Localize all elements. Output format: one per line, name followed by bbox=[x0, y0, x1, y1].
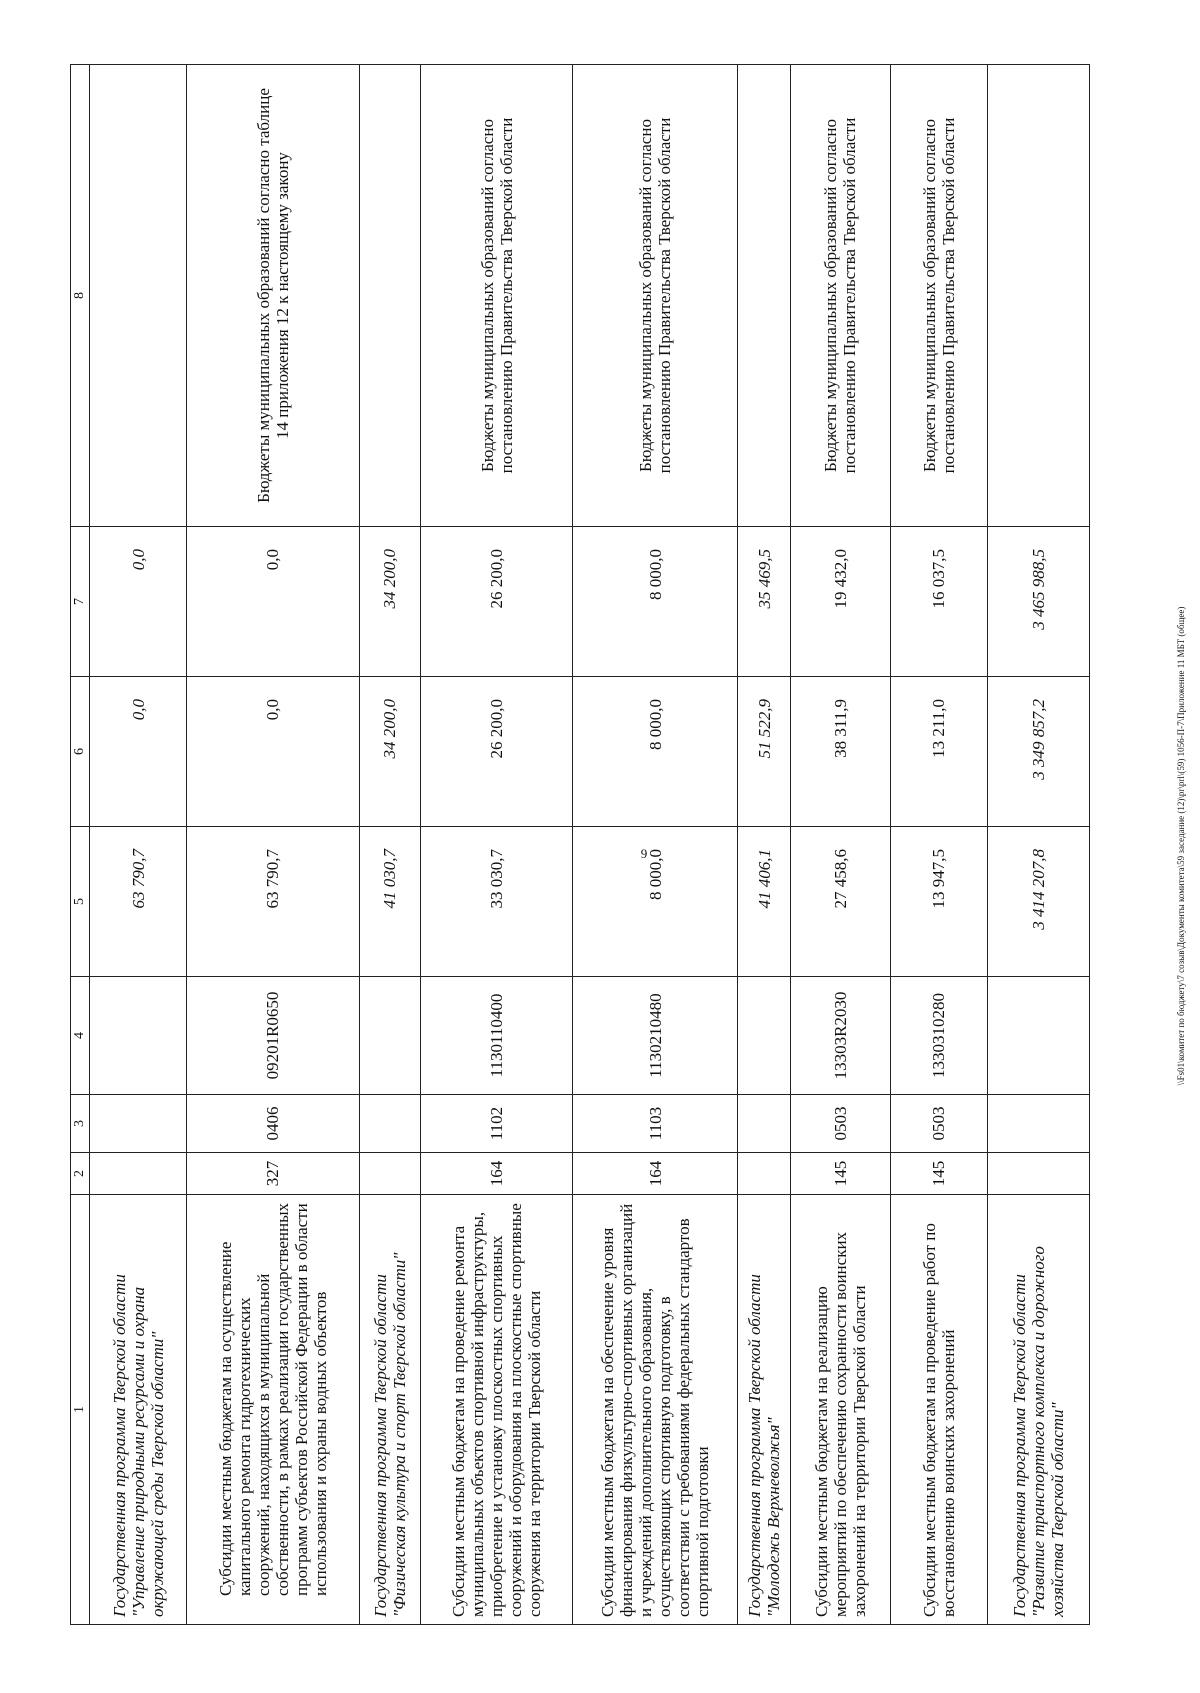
cell-amount: 26 200,0 bbox=[420, 677, 573, 827]
cell-code-ved: 164 bbox=[573, 1153, 738, 1195]
column-header: 6 bbox=[71, 677, 90, 827]
cell-code-target bbox=[90, 977, 187, 1095]
cell-amount: 27 458,6 bbox=[790, 827, 890, 977]
cell-amount: 34 200,0 bbox=[359, 527, 420, 677]
table-row bbox=[573, 65, 738, 1625]
cell-amount: 8 000,0 bbox=[573, 827, 738, 977]
cell-code-section bbox=[359, 1095, 420, 1153]
cell-code-target: 09201R0650 bbox=[186, 977, 359, 1095]
column-header: 1 bbox=[71, 1195, 90, 1625]
cell-amount: 8 000,0 bbox=[573, 527, 738, 677]
row-description: Государственная программа Тверской области "Управление природными ресурсами и охрана окружающей среды Тверской области" bbox=[90, 1195, 187, 1625]
cell-code-section: 0406 bbox=[186, 1095, 359, 1153]
column-header: 3 bbox=[71, 1095, 90, 1153]
cell-amount: 3 349 857,2 bbox=[988, 677, 1090, 827]
rotated-table-wrapper bbox=[70, 65, 1090, 1625]
cell-code-section bbox=[988, 1095, 1090, 1153]
cell-amount: 16 037,5 bbox=[890, 527, 988, 677]
column-header: 7 bbox=[71, 527, 90, 677]
cell-code-ved bbox=[988, 1153, 1090, 1195]
cell-amount: 13 947,5 bbox=[890, 827, 988, 977]
cell-amount: 51 522,9 bbox=[738, 677, 791, 827]
cell-amount: 63 790,7 bbox=[90, 827, 187, 977]
cell-recipient bbox=[738, 65, 791, 527]
table-row bbox=[890, 65, 988, 1625]
cell-recipient: Бюджеты муниципальных образований согласно постановлению Правительства Тверской области bbox=[790, 65, 890, 527]
cell-amount: 63 790,7 bbox=[186, 827, 359, 977]
row-description: Субсидии местным бюджетам на проведение работ по восстановлению воинских захоронений bbox=[890, 1195, 988, 1625]
cell-code-section bbox=[90, 1095, 187, 1153]
column-header: 2 bbox=[71, 1153, 90, 1195]
cell-amount: 19 432,0 bbox=[790, 527, 890, 677]
column-header: 4 bbox=[71, 977, 90, 1095]
row-description: Субсидии местным бюджетам на проведение ремонта муниципальных объектов спортивной инфраструктуры, приобретение и установку плоскостных спортивных сооружений и оборудования на плоскостные спортивные сооружения на территории Тверской области bbox=[420, 1195, 573, 1625]
cell-amount: 41 030,7 bbox=[359, 827, 420, 977]
cell-recipient: Бюджеты муниципальных образований согласно постановлению Правительства Тверской области bbox=[890, 65, 988, 527]
cell-code-ved bbox=[738, 1153, 791, 1195]
row-description: Субсидии местным бюджетам на осуществление капитального ремонта гидротехнических сооружений, находящихся в муниципальной собственности, в рамках реализации государственных программ субъектов Российской Федерации в области использования и охраны водных объектов bbox=[186, 1195, 359, 1625]
cell-code-target: 1130210480 bbox=[573, 977, 738, 1095]
cell-amount: 35 469,5 bbox=[738, 527, 791, 677]
row-description: Государственная программа Тверской области "Развитие транспортного комплекса и дорожного хозяйства Тверской области" bbox=[988, 1195, 1090, 1625]
cell-recipient bbox=[90, 65, 187, 527]
table-row bbox=[988, 65, 1090, 1625]
cell-amount: 0,0 bbox=[186, 527, 359, 677]
cell-code-ved: 164 bbox=[420, 1153, 573, 1195]
header-row bbox=[71, 65, 90, 1625]
cell-code-ved: 145 bbox=[790, 1153, 890, 1195]
cell-code-ved: 327 bbox=[186, 1153, 359, 1195]
cell-code-section: 0503 bbox=[890, 1095, 988, 1153]
cell-code-ved bbox=[359, 1153, 420, 1195]
cell-amount: 34 200,0 bbox=[359, 677, 420, 827]
table-row bbox=[186, 65, 359, 1625]
cell-amount: 26 200,0 bbox=[420, 527, 573, 677]
cell-code-ved bbox=[90, 1153, 187, 1195]
column-header: 8 bbox=[71, 65, 90, 527]
cell-code-target: 1130110400 bbox=[420, 977, 573, 1095]
cell-amount: 3 465 988,5 bbox=[988, 527, 1090, 677]
table-row bbox=[738, 65, 791, 1625]
cell-code-section: 1103 bbox=[573, 1095, 738, 1153]
cell-amount: 0,0 bbox=[186, 677, 359, 827]
cell-amount: 0,0 bbox=[90, 527, 187, 677]
column-header: 5 bbox=[71, 827, 90, 977]
cell-code-target: 1330310280 bbox=[890, 977, 988, 1095]
cell-code-target bbox=[738, 977, 791, 1095]
cell-code-ved: 145 bbox=[890, 1153, 988, 1195]
row-description: Субсидии местным бюджетам на реализацию мероприятий по обеспечению сохранности воинских захоронений на территории Тверской области bbox=[790, 1195, 890, 1625]
page-number: 9 bbox=[640, 846, 648, 861]
cell-code-target bbox=[988, 977, 1090, 1095]
cell-recipient bbox=[988, 65, 1090, 527]
table-row bbox=[420, 65, 573, 1625]
cell-amount: 8 000,0 bbox=[573, 677, 738, 827]
cell-recipient bbox=[359, 65, 420, 527]
row-description: Государственная программа Тверской области "Физическая культура и спорт Тверской области" bbox=[359, 1195, 420, 1625]
cell-amount: 3 414 207,8 bbox=[988, 827, 1090, 977]
cell-code-section bbox=[738, 1095, 791, 1153]
cell-amount: 33 030,7 bbox=[420, 827, 573, 977]
row-description: Государственная программа Тверской области "Молодежь Верхневолжья" bbox=[738, 1195, 791, 1625]
table-row bbox=[90, 65, 187, 1625]
row-description: Субсидии местным бюджетам на обеспечение уровня финансирования физкультурно-спортивных организаций и учреждений дополнительного образования, осуществляющих спортивную подготовку, в соответствии с требованиями федеральных стандартов спортивной подготовки bbox=[573, 1195, 738, 1625]
cell-amount: 38 311,9 bbox=[790, 677, 890, 827]
budget-table bbox=[70, 64, 1090, 1625]
cell-amount: 0,0 bbox=[90, 677, 187, 827]
file-path-footer: \\Fs01\комитет по бюджету\7 созыв\Документы комитета\59 заседание (12)\pr\prl\(59) 1056-П-7\Приложение 11 МБТ (общее) bbox=[1176, 606, 1186, 1086]
cell-code-target: 13303R2030 bbox=[790, 977, 890, 1095]
cell-code-section: 0503 bbox=[790, 1095, 890, 1153]
table-row bbox=[790, 65, 890, 1625]
cell-recipient: Бюджеты муниципальных образований согласно постановлению Правительства Тверской области bbox=[420, 65, 573, 527]
cell-amount: 41 406,1 bbox=[738, 827, 791, 977]
cell-code-section: 1102 bbox=[420, 1095, 573, 1153]
cell-amount: 13 211,0 bbox=[890, 677, 988, 827]
cell-recipient: Бюджеты муниципальных образований согласно таблице 14 приложения 12 к настоящему закону bbox=[186, 65, 359, 527]
table-row bbox=[359, 65, 420, 1625]
cell-code-target bbox=[359, 977, 420, 1095]
cell-recipient: Бюджеты муниципальных образований согласно постановлению Правительства Тверской области bbox=[573, 65, 738, 527]
